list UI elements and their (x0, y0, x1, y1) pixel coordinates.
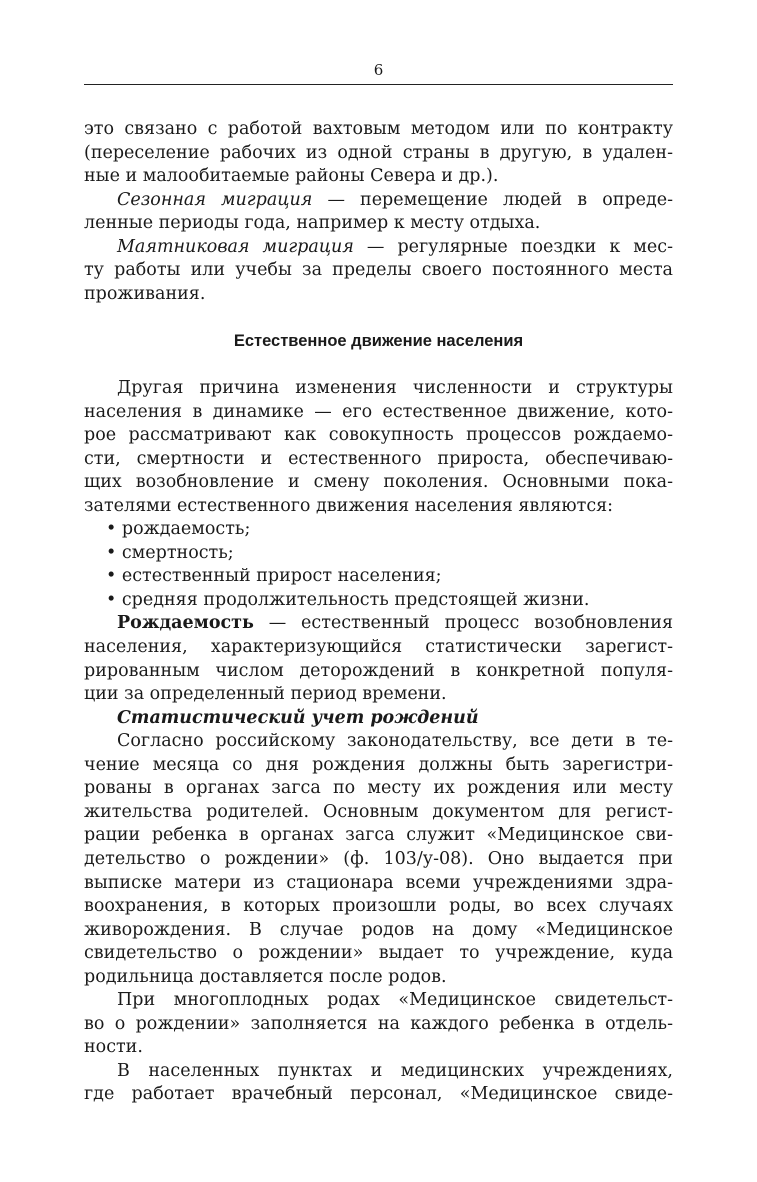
text-line: зателями естественного движения населения являются: (84, 495, 614, 516)
text-line: чение месяца со дня рождения должны быть зарегистри- (84, 754, 673, 775)
paragraph-natural-movement (84, 377, 673, 518)
page-body (84, 118, 673, 1107)
text-line: рое рассматривают как совокупность процессов рождаемо- (84, 425, 673, 446)
text-line: это связано с работой вахтовым методом или по контракту (84, 119, 673, 139)
text-line: ленные периоды года, например к месту отдыха. (84, 213, 541, 234)
text-line: ту работы или учебы за пределы своего постоянного места (84, 260, 673, 281)
paragraph-multiple-births (84, 989, 673, 1060)
text-fragment: — регулярные поездки к мес- (353, 236, 673, 257)
text-line: во о рождении» заполняется на каждого ребенка в отдель- (84, 1013, 673, 1034)
text-fragment: — естественный процесс возобновления (253, 613, 673, 634)
text-line: проживания. (84, 283, 206, 304)
paragraph-pendulum-migration (84, 236, 673, 307)
text-line: (переселение рабочих из одной страны в другую, в удален- (84, 142, 673, 163)
text-line: щих возобновление и смену поколения. Основными пока- (84, 472, 673, 493)
page-number: 6 (373, 61, 384, 79)
text-line: воохранения, в которых произошли роды, во всех случаях (84, 896, 673, 917)
paragraph-migration-contract (84, 118, 673, 189)
text-fragment: — перемещение людей в опреде- (312, 189, 674, 210)
text-line: детельство о рождении» (ф. 103/у-08). Оно выдается при (84, 848, 673, 869)
text-line: Согласно российскому законодательству, все дети в те- (117, 731, 673, 752)
text-line (84, 612, 673, 636)
text-line: рированным числом деторождений в конкретной популя- (84, 660, 673, 681)
text-line: сти, смертности и естественного прироста, обеспечиваю- (84, 448, 673, 469)
text-line: населения в динамике — его естественное движение, кото- (84, 401, 673, 422)
text-line: где работает врачебный персонал, «Медицинское свиде- (84, 1084, 673, 1105)
running-header (84, 60, 673, 85)
paragraph-birth-rate (84, 612, 673, 706)
text-line (84, 189, 673, 213)
text-line (84, 236, 673, 260)
paragraph-seasonal-migration (84, 189, 673, 236)
term-birth-rate: Рождаемость (117, 613, 254, 634)
text-line: Другая причина изменения численности и структуры (117, 378, 673, 399)
section-heading: Естественное движение населения (233, 331, 524, 350)
list-item: • смертность; (106, 542, 234, 563)
paragraph-medical-staff (84, 1060, 673, 1107)
text-line: ные и малообитаемые районы Севера и др.). (84, 166, 499, 187)
text-line: родильница доставляется после родов. (84, 966, 447, 987)
text-line: живорождения. В случае родов на дому «Медицинское (84, 919, 673, 940)
text-line: населения, характеризующийся статистически зарегист- (84, 637, 673, 658)
text-line: свидетельство о рождении» выдает то учреждение, куда (84, 943, 673, 964)
subsection-heading: Статистический учет рождений (117, 707, 479, 728)
list-item: • рождаемость; (106, 519, 251, 540)
text-line: рованы в органах загса по месту их рождения или месту (84, 778, 673, 799)
text-line: При многоплодных родах «Медицинское свидетельст- (117, 990, 673, 1011)
list-item: • естественный прирост населения; (106, 566, 442, 587)
paragraph-birth-registration (84, 730, 673, 989)
term-seasonal-migration: Сезонная миграция (117, 189, 313, 210)
text-line: рации ребенка в органах загса служит «Медицинское сви- (84, 825, 673, 846)
text-line: ции за определенный период времени. (84, 684, 447, 705)
text-line: жительства родителей. Основным документом для регист- (84, 801, 673, 822)
text-line: ности. (84, 1037, 143, 1058)
term-pendulum-migration: Маятниковая миграция (117, 236, 354, 257)
list-item: • средняя продолжительность предстоящей жизни. (106, 589, 590, 610)
bullet-list (84, 518, 673, 612)
text-line: выписке матери из стационара всеми учреждениями здра- (84, 872, 673, 893)
text-line: В населенных пунктах и медицинских учреждениях, (117, 1060, 673, 1081)
